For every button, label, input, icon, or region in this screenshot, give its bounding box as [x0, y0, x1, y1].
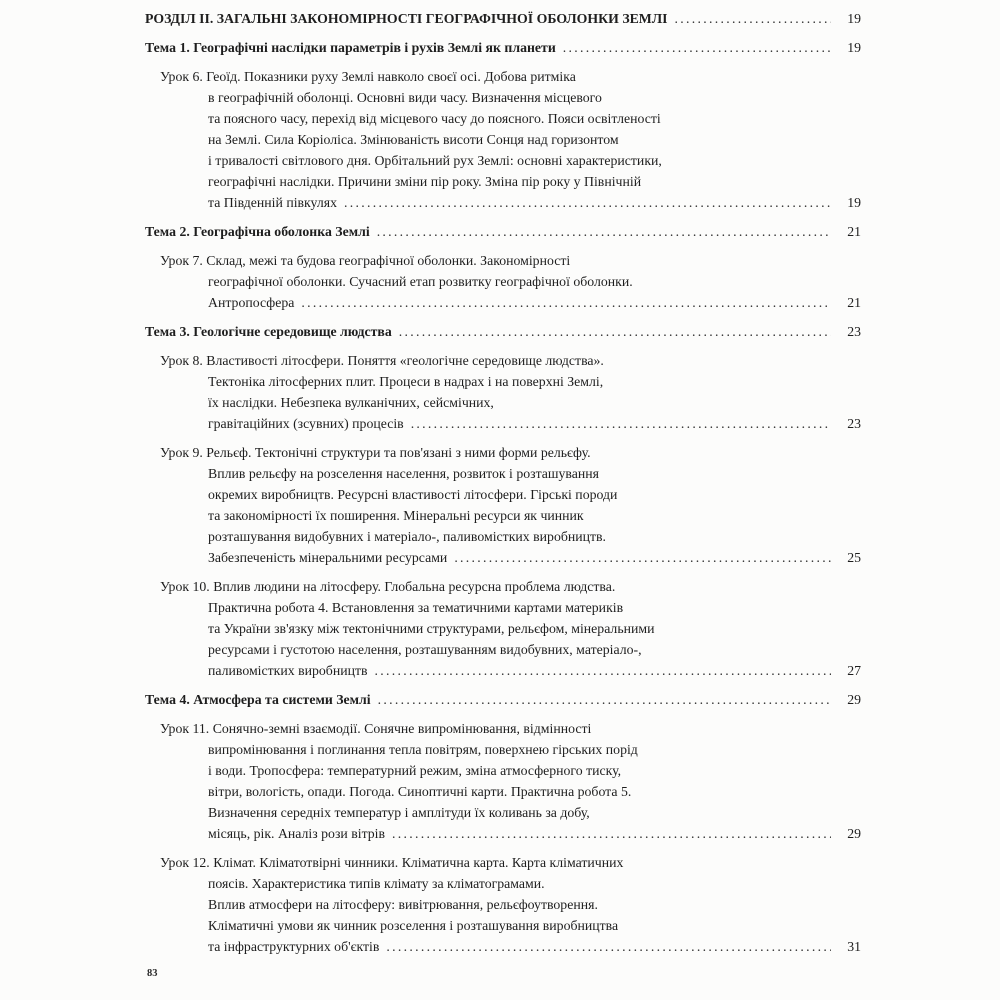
dotted-leader: [392, 823, 831, 844]
toc-line: [145, 894, 861, 915]
toc-line-text: Практична робота 4. Встановлення за тематичними картами материків: [208, 600, 624, 615]
toc-line-text: Тема 2. Географічна оболонка Землі: [145, 224, 370, 239]
toc-line: [145, 87, 861, 108]
dotted-leader: [375, 660, 831, 681]
toc-line: [145, 639, 861, 660]
toc-line: [145, 392, 861, 413]
toc-line-text: на Землі. Сила Коріоліса. Змінюваність висоти Сонця над горизонтом: [208, 132, 619, 147]
toc-line: [145, 760, 861, 781]
toc-line-text: вітри, вологість, опади. Погода. Синоптичні карти. Практична робота 5.: [208, 784, 632, 799]
toc-line: [145, 576, 861, 597]
toc-line-text: Визначення середніх температур і амплітуди їх коливань за добу,: [208, 805, 590, 820]
toc-line: [145, 371, 861, 392]
toc-line: [145, 221, 861, 242]
toc-line: [145, 37, 861, 58]
dotted-leader: [301, 292, 831, 313]
toc-line: [145, 129, 861, 150]
toc-line-text: географічні наслідки. Причини зміни пір року. Зміна пір року у Північній: [208, 174, 642, 189]
toc-line: [145, 689, 861, 710]
toc-entry-lesson: [145, 66, 861, 213]
toc-line: [145, 463, 861, 484]
toc: [145, 8, 861, 965]
toc-entry-lesson: [145, 250, 861, 313]
toc-line-text: Урок 10. Вплив людини на літосферу. Глобальна ресурсна проблема людства.: [160, 579, 616, 594]
toc-line-text: і води. Тропосфера: температурний режим, зміна атмосферного тиску,: [208, 763, 622, 778]
toc-line: [145, 547, 861, 568]
toc-line: [145, 873, 861, 894]
toc-line-text: поясів. Характеристика типів клімату за кліматограмами.: [208, 876, 545, 891]
toc-entry-page-number: 19: [847, 195, 861, 210]
toc-entry-page-number: 19: [847, 40, 861, 55]
toc-line-text: їх наслідки. Небезпека вулканічних, сейсмічних,: [208, 395, 494, 410]
toc-entry-page-number: 27: [847, 663, 861, 678]
toc-line-text: та інфраструктурних об'єктів: [208, 939, 380, 954]
toc-entry-page-number: 19: [847, 11, 861, 26]
toc-entry-page-number: 29: [847, 826, 861, 841]
toc-line: [145, 321, 861, 342]
dotted-leader: [377, 221, 831, 242]
toc-line: [145, 192, 861, 213]
toc-entry-page-number: 25: [847, 550, 861, 565]
toc-entry-theme: [145, 321, 861, 342]
dotted-leader: [411, 413, 831, 434]
toc-line: [145, 292, 861, 313]
toc-line-text: Тема 4. Атмосфера та системи Землі: [145, 692, 371, 707]
toc-line-text: Антропосфера: [208, 295, 295, 310]
dotted-leader: [454, 547, 831, 568]
toc-line-text: Тектоніка літосферних плит. Процеси в надрах і на поверхні Землі,: [208, 374, 604, 389]
toc-line-text: Урок 12. Клімат. Кліматотвірні чинники. Кліматична карта. Карта кліматичних: [160, 855, 624, 870]
dotted-leader: [386, 936, 831, 957]
toc-line-text: паливомістких виробництв: [208, 663, 368, 678]
dotted-leader: [344, 192, 831, 213]
toc-line-text: та закономірності їх поширення. Мінеральні ресурси як чинник: [208, 508, 584, 523]
toc-line: [145, 936, 861, 957]
toc-line: [145, 250, 861, 271]
toc-line-text: Забезпеченість мінеральними ресурсами: [208, 550, 448, 565]
toc-line-text: та Південній півкулях: [208, 195, 337, 210]
toc-line: [145, 171, 861, 192]
toc-line: [145, 8, 861, 29]
toc-line: [145, 823, 861, 844]
toc-line-text: окремих виробництв. Ресурсні властивості літосфери. Гірські породи: [208, 487, 618, 502]
footer-page-number: 83: [147, 968, 158, 979]
dotted-leader: [674, 8, 831, 29]
toc-entry-lesson: [145, 350, 861, 434]
toc-line: [145, 413, 861, 434]
toc-line: [145, 150, 861, 171]
toc-line-text: випромінювання і поглинання тепла повітрям, поверхнею гірських порід: [208, 742, 638, 757]
toc-line-text: Урок 9. Рельєф. Тектонічні структури та пов'язані з ними форми рельєфу.: [160, 445, 591, 460]
toc-entry-lesson: [145, 576, 861, 681]
toc-line-text: Урок 11. Сонячно-земні взаємодії. Сонячне випромінювання, відмінності: [160, 721, 592, 736]
toc-line: [145, 618, 861, 639]
toc-entry-theme: [145, 37, 861, 58]
toc-line: [145, 781, 861, 802]
toc-line-text: Тема 3. Геологічне середовище людства: [145, 324, 392, 339]
toc-line: [145, 66, 861, 87]
toc-entry-page-number: 21: [847, 224, 861, 239]
toc-line: [145, 915, 861, 936]
toc-line-text: Урок 6. Геоїд. Показники руху Землі навколо своєї осі. Добова ритміка: [160, 69, 576, 84]
toc-line-text: гравітаційних (зсувних) процесів: [208, 416, 404, 431]
toc-entry-page-number: 29: [847, 692, 861, 707]
toc-line-text: ресурсами і густотою населення, розташуванням видобувних, матеріало-,: [208, 642, 642, 657]
toc-line-text: Тема 1. Географічні наслідки параметрів і рухів Землі як планети: [145, 40, 556, 55]
toc-line: [145, 526, 861, 547]
toc-line: [145, 852, 861, 873]
dotted-leader: [399, 321, 831, 342]
toc-line-text: в географічній оболонці. Основні види часу. Визначення місцевого: [208, 90, 602, 105]
toc-line-text: Кліматичні умови як чинник розселення і розташування виробництва: [208, 918, 619, 933]
toc-line: [145, 597, 861, 618]
toc-line: [145, 802, 861, 823]
toc-line-text: і тривалості світлового дня. Орбітальний рух Землі: основні характеристики,: [208, 153, 662, 168]
toc-line: [145, 442, 861, 463]
toc-line: [145, 660, 861, 681]
toc-line-text: місяць, рік. Аналіз рози вітрів: [208, 826, 386, 841]
toc-line: [145, 350, 861, 371]
toc-line-text: РОЗДІЛ II. ЗАГАЛЬНІ ЗАКОНОМІРНОСТІ ГЕОГРАФІЧНОЇ ОБОЛОНКИ ЗЕМЛІ: [145, 11, 668, 26]
toc-entry-lesson: [145, 442, 861, 568]
toc-line: [145, 108, 861, 129]
toc-entry-theme: [145, 221, 861, 242]
toc-entry-page-number: 21: [847, 295, 861, 310]
toc-entry-page-number: 23: [847, 324, 861, 339]
toc-line-text: та поясного часу, перехід від місцевого часу до поясного. Пояси освітленості: [208, 111, 661, 126]
toc-line: [145, 484, 861, 505]
toc-line-text: розташування видобувних і матеріало-, паливомістких виробництв.: [208, 529, 607, 544]
toc-line-text: Вплив рельєфу на розселення населення, розвиток і розташування: [208, 466, 600, 481]
toc-line-text: Урок 8. Властивості літосфери. Поняття «геологічне середовище людства».: [160, 353, 604, 368]
toc-line: [145, 739, 861, 760]
toc-line-text: географічної оболонки. Сучасний етап розвитку географічної оболонки.: [208, 274, 633, 289]
toc-line-text: Урок 7. Склад, межі та будова географічної оболонки. Закономірності: [160, 253, 571, 268]
toc-line-text: Вплив атмосфери на літосферу: вивітрювання, рельєфоутворення.: [208, 897, 598, 912]
toc-line: [145, 271, 861, 292]
toc-line: [145, 505, 861, 526]
toc-entry-chapter: [145, 8, 861, 29]
dotted-leader: [378, 689, 831, 710]
toc-entry-lesson: [145, 852, 861, 957]
toc-entry-page-number: 31: [847, 939, 861, 954]
toc-entry-page-number: 23: [847, 416, 861, 431]
toc-entry-theme: [145, 689, 861, 710]
dotted-leader: [563, 37, 831, 58]
toc-entry-lesson: [145, 718, 861, 844]
toc-line-text: та України зв'язку між тектонічними структурами, рельєфом, мінеральними: [208, 621, 655, 636]
toc-line: [145, 718, 861, 739]
